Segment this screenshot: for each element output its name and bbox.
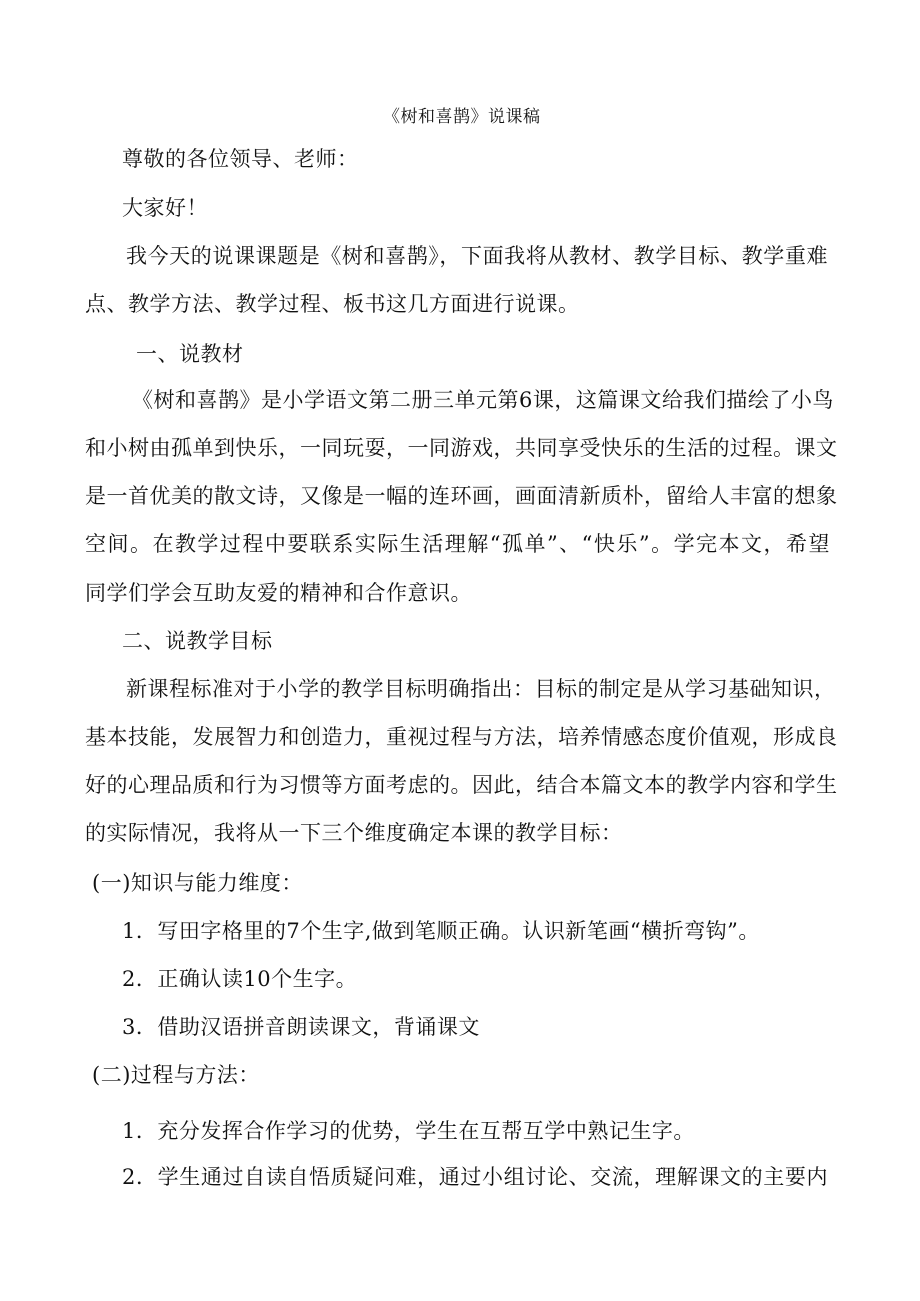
- intro-line-1: 我今天的说课课题是《树和喜鹊》，下面我将从教材、教学目标、教学重难: [126, 244, 828, 268]
- greeting-line: 尊敬的各位领导、老师：: [122, 147, 359, 171]
- section2-heading: 二、说教学目标: [122, 629, 273, 653]
- intro-line-2: 点、教学方法、教学过程、板书这几方面进行说课。: [85, 292, 580, 316]
- section1-line-4: 空间。在教学过程中要联系实际生活理解“孤单”、“快乐”。学完本文，希望: [85, 532, 830, 556]
- section2-line-3: 好的心理品质和行为习惯等方面考虑的。因此，结合本篇文本的教学内容和学生: [85, 773, 838, 797]
- sub1-item-2: 2．正确认读10个生字。: [122, 967, 358, 991]
- section1-line-2: 和小树由孤单到快乐，一同玩耍，一同游戏，共同享受快乐的生活的过程。课文: [85, 436, 838, 460]
- section1-line-5: 同学们学会互助友爱的精神和合作意识。: [85, 581, 472, 605]
- sub1-item-1: 1．写田字格里的7个生字,做到笔顺正确。认识新笔画“横折弯钩”。: [122, 919, 760, 943]
- sub1-item-3: 3．借助汉语拼音朗读课文，背诵课文: [122, 1015, 480, 1039]
- sub2-heading: (二)过程与方法：: [92, 1063, 260, 1087]
- section1-heading: 一、说教材: [136, 342, 244, 366]
- section2-line-2: 基本技能，发展智力和创造力，重视过程与方法，培养情感态度价值观，形成良: [85, 725, 838, 749]
- section1-line-1: 《树和喜鹊》是小学语文第二册三单元第6课，这篇课文给我们描绘了小鸟: [132, 388, 834, 412]
- section1-line-3: 是一首优美的散文诗，又像是一幅的连环画，画面清新质朴，留给人丰富的想象: [85, 484, 838, 508]
- document-title: 《树和喜鹊》说课稿: [383, 107, 541, 127]
- section2-line-1: 新课程标准对于小学的教学目标明确指出：目标的制定是从学习基础知识，: [126, 677, 836, 701]
- sub2-item-2: 2．学生通过自读自悟质疑问难，通过小组讨论、交流，理解课文的主要内: [122, 1165, 828, 1189]
- hello-line: 大家好！: [122, 196, 208, 220]
- sub1-heading: (一)知识与能力维度：: [92, 871, 303, 895]
- sub2-item-1: 1．充分发挥合作学习的优势，学生在互帮互学中熟记生字。: [122, 1119, 695, 1143]
- section2-line-4: 的实际情况，我将从一下三个维度确定本课的教学目标：: [85, 821, 623, 845]
